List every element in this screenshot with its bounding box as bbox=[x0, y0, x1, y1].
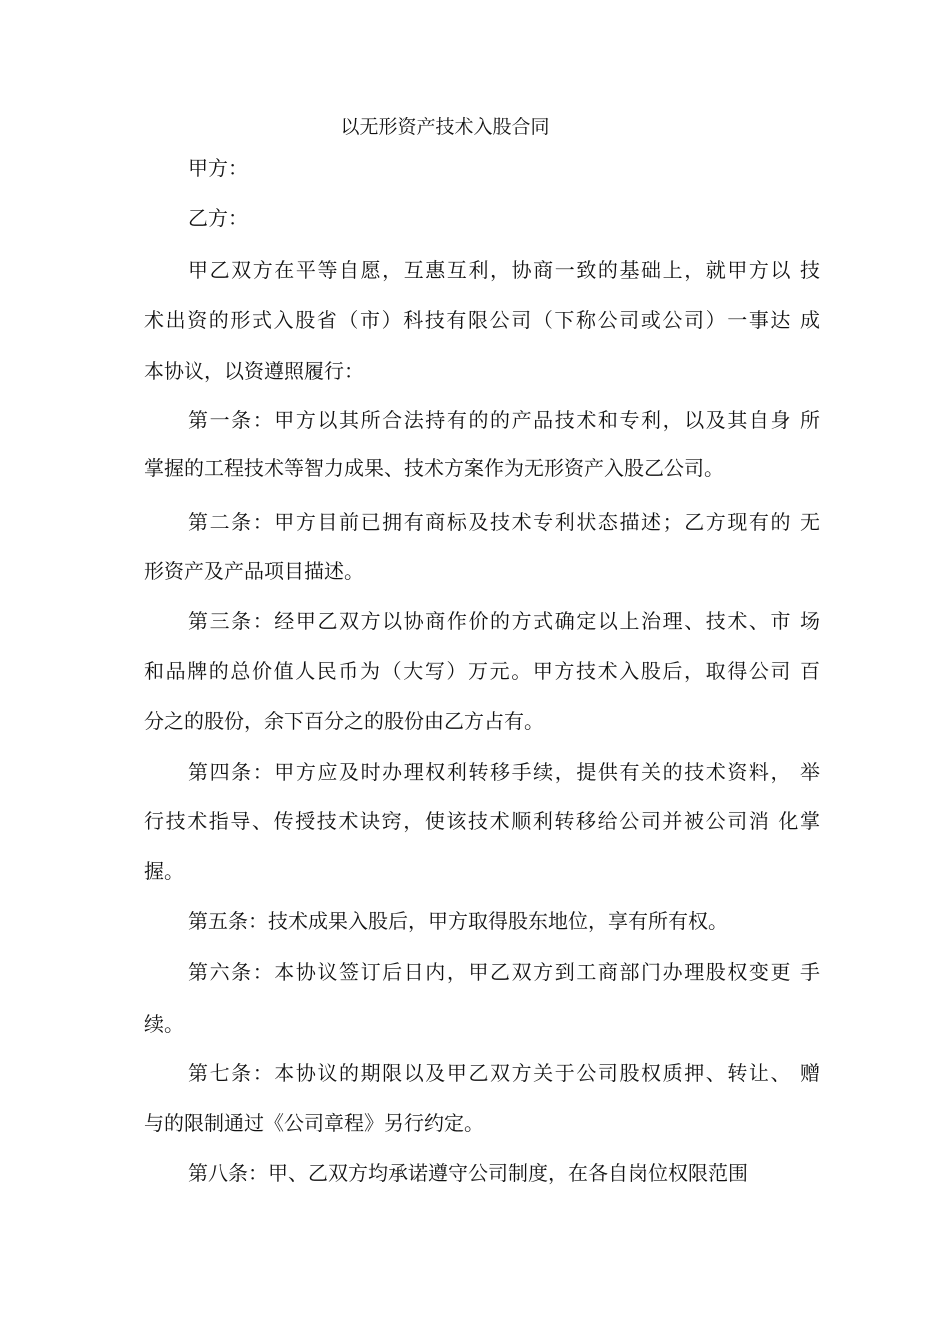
article-7-line-1: 第七条：本协议的期限以及甲乙双方关于公司股权质押、转让、 赠 bbox=[188, 1061, 820, 1085]
article-3-line-2: 和品牌的总价值人民币为（大写）万元。甲方技术入股后，取得公司 百 bbox=[144, 659, 820, 683]
article-6-line-1: 第六条：本协议签订后日内，甲乙双方到工商部门办理股权变更 手 bbox=[188, 960, 820, 984]
party-b-line: 乙方： bbox=[188, 206, 248, 230]
article-7-line-2: 与的限制通过《公司章程》另行约定。 bbox=[144, 1111, 484, 1135]
article-3-line-3: 分之的股份，余下百分之的股份由乙方占有。 bbox=[144, 709, 544, 733]
article-2-line-1: 第二条：甲方目前已拥有商标及技术专利状态描述；乙方现有的 无 bbox=[188, 510, 820, 534]
article-1-line-2: 掌握的工程技术等智力成果、技术方案作为无形资产入股乙公司。 bbox=[144, 456, 724, 480]
article-2-line-2: 形资产及产品项目描述。 bbox=[144, 559, 364, 583]
document-title: 以无形资产技术入股合同 bbox=[340, 116, 550, 138]
article-4-line-2: 行技术指导、传授技术诀窍，使该技术顺利转移给公司并被公司消 化掌 bbox=[144, 809, 820, 833]
article-3-line-1: 第三条：经甲乙双方以协商作价的方式确定以上治理、技术、市 场 bbox=[188, 609, 820, 633]
article-5-line-1: 第五条：技术成果入股后，甲方取得股东地位，享有所有权。 bbox=[188, 909, 728, 933]
party-a-line: 甲方： bbox=[188, 156, 248, 180]
article-8-line-1: 第八条：甲、乙双方均承诺遵守公司制度，在各自岗位权限范围 bbox=[188, 1161, 748, 1185]
article-6-line-2: 续。 bbox=[144, 1012, 184, 1036]
article-4-line-3: 握。 bbox=[144, 859, 184, 883]
preamble-line-1: 甲乙双方在平等自愿，互惠互利，协商一致的基础上，就甲方以 技 bbox=[188, 258, 820, 282]
preamble-line-3: 本协议，以资遵照履行： bbox=[144, 359, 364, 383]
preamble-line-2: 术出资的形式入股省（市）科技有限公司（下称公司或公司）一事达 成 bbox=[144, 308, 820, 332]
article-4-line-1: 第四条：甲方应及时办理权利转移手续，提供有关的技术资料， 举 bbox=[188, 760, 820, 784]
article-1-line-1: 第一条：甲方以其所合法持有的的产品技术和专利，以及其自身 所 bbox=[188, 408, 820, 432]
